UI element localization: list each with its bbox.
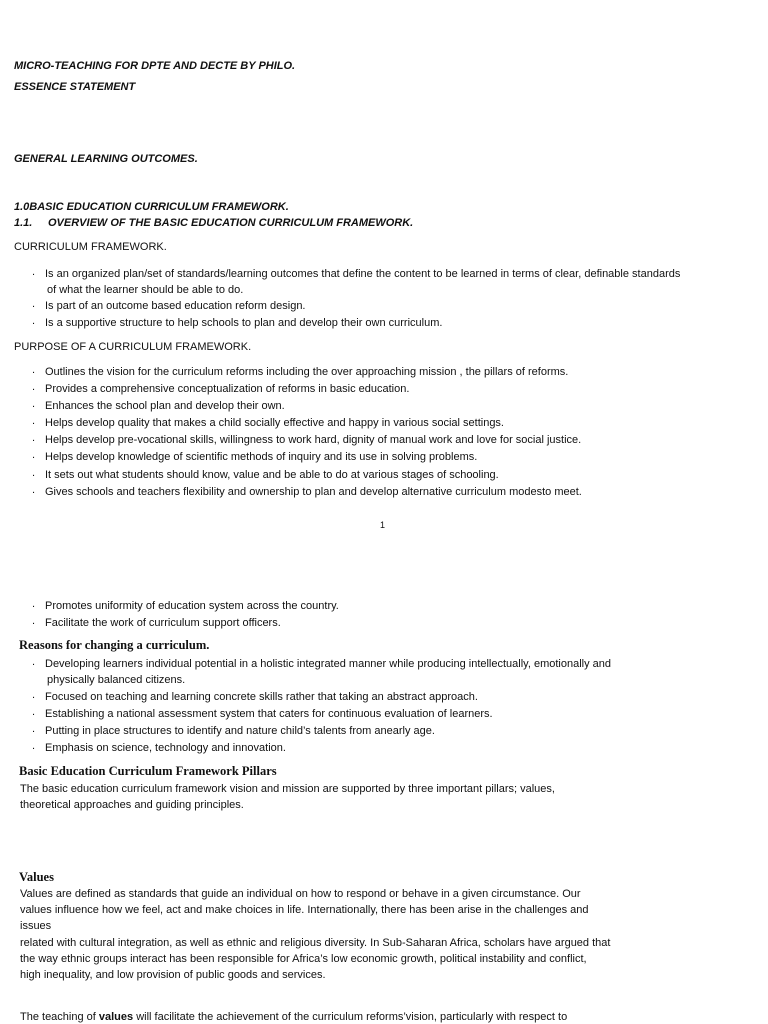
list-item: Promotes uniformity of education system across the country.	[45, 600, 339, 612]
essence-statement-heading: ESSENCE STATEMENT	[14, 81, 136, 93]
values-paragraph-line: high inequality, and low provision of public goods and services.	[20, 969, 326, 981]
list-item: Provides a comprehensive conceptualization of reforms in basic education.	[45, 383, 410, 395]
list-item: Facilitate the work of curriculum support officers.	[45, 617, 281, 629]
general-outcomes-heading: GENERAL LEARNING OUTCOMES.	[14, 153, 198, 165]
values-paragraph-line: Values are defined as standards that guide an individual on how to respond or behave in a given circumstance. Our	[20, 888, 581, 900]
pillars-heading: Basic Education Curriculum Framework Pillars	[19, 764, 277, 778]
teaching-suffix: will facilitate the achievement of the curriculum reforms’vision, particularly with respect to	[133, 1011, 568, 1023]
bullet-glyph: .	[32, 398, 36, 410]
list-item: Putting in place structures to identify and nature child’s talents from anearly age.	[45, 725, 435, 737]
values-paragraph-line: the way ethnic groups interact has been responsible for Africa’s low economic growth, political instability and conflict,	[20, 953, 587, 965]
bullet-glyph: .	[32, 381, 36, 393]
bullet-glyph: .	[32, 656, 36, 668]
bullet-glyph: .	[32, 467, 36, 479]
list-item: Gives schools and teachers flexibility and ownership to plan and develop alternative curriculum modesto meet.	[45, 486, 582, 498]
pillars-paragraph-line: theoretical approaches and guiding principles.	[20, 799, 244, 811]
bullet-glyph: .	[32, 740, 36, 752]
values-paragraph-line: values influence how we feel, act and make choices in life. Internationally, there has been arise in the challenges and	[20, 904, 589, 916]
reasons-heading: Reasons for changing a curriculum.	[19, 638, 210, 652]
list-item: Helps develop pre-vocational skills, willingness to work hard, dignity of manual work and love for social justice.	[45, 434, 582, 446]
list-item-continuation: of what the learner should be able to do.	[47, 284, 244, 296]
bullet-glyph: .	[32, 298, 36, 310]
bullet-glyph: .	[32, 723, 36, 735]
list-item: Enhances the school plan and develop their own.	[45, 400, 285, 412]
bullet-glyph: .	[32, 364, 36, 376]
list-item: Is a supportive structure to help schools to plan and develop their own curriculum.	[45, 317, 443, 329]
values-paragraph-line: related with cultural integration, as well as ethnic and religious diversity. In Sub-Saharan Africa, scholars have argued that	[20, 937, 611, 949]
values-heading: Values	[19, 870, 54, 884]
values-paragraph-line: issues	[20, 920, 52, 932]
list-item: Emphasis on science, technology and innovation.	[45, 742, 286, 754]
bullet-glyph: .	[32, 415, 36, 427]
curriculum-framework-heading: CURRICULUM FRAMEWORK.	[14, 241, 167, 253]
bullet-glyph: .	[32, 449, 36, 461]
page-number: 1	[380, 520, 386, 530]
bullet-glyph: .	[32, 689, 36, 701]
list-item: Helps develop knowledge of scientific methods of inquiry and its use in solving problems.	[45, 451, 478, 463]
list-item-continuation: physically balanced citizens.	[47, 674, 186, 686]
values-keyword: values	[98, 1011, 134, 1023]
purpose-heading: PURPOSE OF A CURRICULUM FRAMEWORK.	[14, 341, 252, 353]
bullet-glyph: .	[32, 484, 36, 496]
bullet-glyph: .	[32, 266, 36, 278]
bullet-glyph: .	[32, 432, 36, 444]
list-item: Outlines the vision for the curriculum reforms including the over approaching mission , the pillars of reforms.	[45, 366, 569, 378]
list-item: Is an organized plan/set of standards/learning outcomes that define the content to be learned in terms of clear, definable standards	[45, 268, 681, 280]
list-item: Developing learners individual potential in a holistic integrated manner while producing intellectually, emotionally and	[45, 658, 612, 670]
document-title: MICRO-TEACHING FOR DPTE AND DECTE BY PHILO.	[14, 60, 296, 72]
list-item: Establishing a national assessment system that caters for continuous evaluation of learners.	[45, 708, 493, 720]
pillars-paragraph-line: The basic education curriculum framework vision and mission are supported by three important pillars; values,	[20, 783, 555, 795]
section-1-1-heading: OVERVIEW OF THE BASIC EDUCATION CURRICULUM FRAMEWORK.	[48, 217, 414, 229]
list-item: It sets out what students should know, value and be able to do at various stages of schooling.	[45, 469, 499, 481]
teaching-prefix: The teaching of	[20, 1011, 99, 1023]
section-1-0-heading: 1.0BASIC EDUCATION CURRICULUM FRAMEWORK.	[14, 201, 289, 213]
bullet-glyph: .	[32, 615, 36, 627]
teaching-values-line	[20, 1011, 567, 1023]
list-item: Focused on teaching and learning concrete skills rather that taking an abstract approach.	[45, 691, 478, 703]
list-item: Is part of an outcome based education reform design.	[45, 300, 306, 312]
list-item: Helps develop quality that makes a child socially effective and happy in various social settings.	[45, 417, 504, 429]
bullet-glyph: .	[32, 315, 36, 327]
section-1-1-number: 1.1.	[14, 217, 33, 229]
bullet-glyph: .	[32, 706, 36, 718]
bullet-glyph: .	[32, 598, 36, 610]
